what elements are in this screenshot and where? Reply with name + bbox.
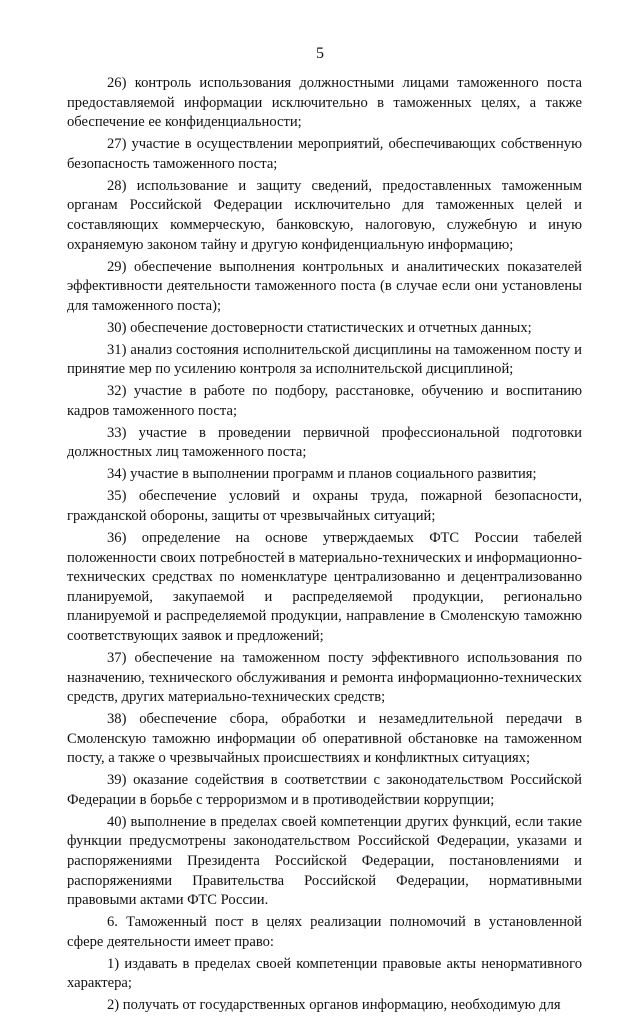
paragraph-item-26: 26) контроль использования должностными лицами таможенного поста предоставляемой информации исключительно в таможенных целях, а также обеспечение ее конфиденциальности;: [67, 75, 582, 131]
right-item-1: 1) издавать в пределах своей компетенции правовые акты ненормативного характера;: [67, 955, 582, 992]
paragraph-item-34: 34) участие в выполнении программ и планов социального развития;: [107, 466, 537, 483]
page-number: 5: [316, 45, 324, 62]
paragraph-item-36: 36) определение на основе утверждаемых ФТС России табелей положенности своих потребностей в материально-технических и информационно-технических средствах по номенклатуре централизованно и децентрализованно планируемой, закупаемой и распределяемой продукции, регионально планируемой и распределяемой продукции, направление в Смоленскую таможню соответствующих заявок и предложений;: [67, 529, 582, 644]
document-body: [67, 74, 582, 1018]
paragraph-item-35: 35) обеспечение условий и охраны труда, пожарной безопасности, гражданской обороны, защиты от чрезвычайных ситуаций;: [67, 488, 582, 524]
paragraph-item-27: 27) участие в осуществлении мероприятий, обеспечивающих собственную безопасность таможенного поста;: [67, 136, 582, 172]
paragraph-item-40: 40) выполнение в пределах своей компетенции других функций, если такие функции предусмотрены законодательством Российской Федерации, указами и распоряжениями Президента Российской Федерации, постановлениями и распоряжениями Правительства Российской Федерации, нормативными правовыми актами ФТС России.: [67, 813, 582, 909]
paragraph-item-32: 32) участие в работе по подбору, расстановке, обучению и воспитанию кадров таможенного поста;: [67, 383, 582, 419]
paragraph-item-33: 33) участие в проведении первичной профессиональной подготовки должностных лиц таможенного поста;: [67, 424, 582, 461]
section-6-intro: 6. Таможенный пост в целях реализации полномочий в установленной сфере деятельности имеет право:: [67, 914, 582, 950]
paragraph-item-29: 29) обеспечение выполнения контрольных и аналитических показателей эффективности деятельности таможенного поста (в случае если они установлены для таможенного поста);: [67, 258, 582, 314]
paragraph-item-38: 38) обеспечение сбора, обработки и незамедлительной передачи в Смоленскую таможню информации об оперативной обстановке на таможенном посту, а также о чрезвычайных происшествиях и конфликтных ситуациях;: [67, 711, 582, 767]
paragraph-item-39: 39) оказание содействия в соответствии с законодательством Российской Федерации в борьбе с терроризмом и в противодействии коррупции;: [67, 772, 582, 808]
paragraph-item-31: 31) анализ состояния исполнительской дисциплины на таможенном посту и принятие мер по усилению контроля за исполнительской дисциплиной;: [67, 341, 582, 378]
paragraph-item-28: 28) использование и защиту сведений, предоставленных таможенным органам Российской Федерации исключительно для таможенных целей и составляющих коммерческую, банковскую, налоговую, служебную и иную охраняемую законом тайну и другую конфиденциальную информацию;: [67, 177, 582, 253]
paragraph-item-30: 30) обеспечение достоверности статистических и отчетных данных;: [107, 319, 532, 336]
right-item-2: 2) получать от государственных органов информацию, необходимую для: [107, 997, 561, 1014]
paragraph-item-37: 37) обеспечение на таможенном посту эффективного использования по назначению, технического обслуживания и ремонта информационно-технических средств, других материально-технических средств;: [67, 649, 582, 706]
